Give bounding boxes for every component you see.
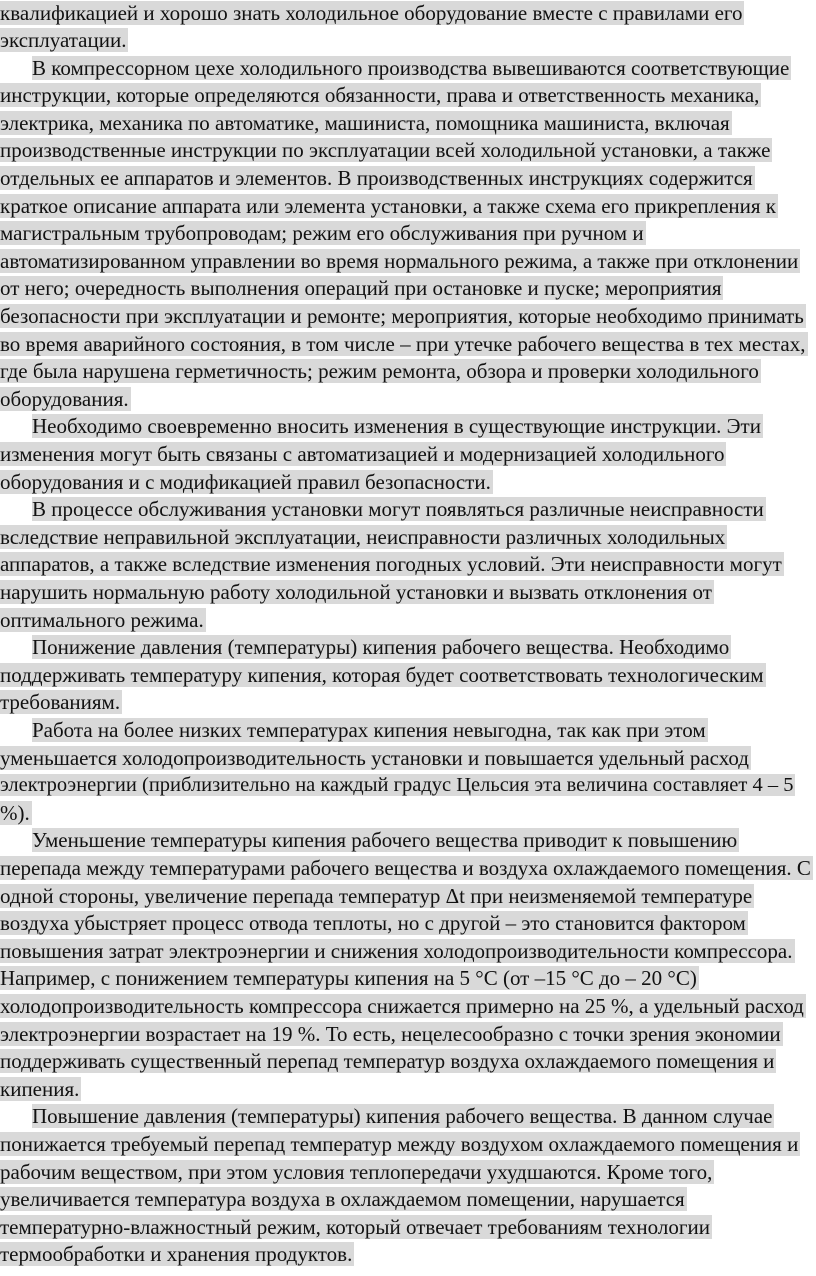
text-line: оборудования. (0, 387, 129, 411)
text-line: квалификацией и хорошо знать холодильное оборудование вместе с правилами его (0, 1, 743, 25)
text-line: температурно-влажностный режим, который отвечает требованиям технологии (0, 1215, 710, 1239)
text-line: оборудования и с модификацией правил безопасности. (0, 470, 491, 494)
text-line: электрика, механика по автоматике, машиниста, помощника машиниста, включая (0, 111, 730, 135)
text-line: понижается требуемый перепад температур между воздухом охлаждаемого помещения и (0, 1132, 799, 1156)
paragraph-first-line: В процессе обслуживания установки могут появляться различные неисправности (32, 497, 764, 521)
text-line: аппаратов, а также вследствие изменения погодных условий. Эти неисправности могут (0, 552, 782, 576)
paragraph-first-line: В компрессорном цехе холодильного производства вывешиваются соответствующие (32, 56, 790, 80)
text-line: от него; очередность выполнения операций при остановке и пуске; мероприятия (0, 276, 722, 300)
paragraph-first-line: Уменьшение температуры кипения рабочего вещества приводит к повышению (32, 828, 738, 852)
text-line: оптимального режима. (0, 608, 204, 632)
text-line: автоматизированном управлении во время нормального режима, а также при отклонении (0, 249, 799, 273)
text-line: требованиям. (0, 690, 121, 714)
text-line: поддерживать температуру кипения, которая будет соответствовать технологическим (0, 663, 764, 687)
text-line: электроэнергии возрастает на 19 %. То есть, нецелесообразно с точки зрения экономии (0, 1022, 781, 1046)
text-line: краткое описание аппарата или элемента установки, а также схема его прикрепления к (0, 194, 777, 218)
text-line: электроэнергии (приблизительно на каждый градус Цельсия эта величина составляет 4 – 5 (0, 774, 794, 796)
text-line: магистральным трубопроводам; режим его обслуживания при ручном и (0, 221, 644, 245)
text-line: инструкции, которые определяются обязанности, права и ответственность механика, (0, 83, 760, 107)
text-line: воздуха убыстряет процесс отвода теплоты, но с другой – это становится фактором (0, 911, 746, 935)
text-line: вследствие неправильной эксплуатации, неисправности различных холодильных (0, 525, 726, 549)
text-line: кипения. (0, 1077, 80, 1101)
text-line: изменения могут быть связаны с автоматизацией и модернизацией холодильного (0, 442, 725, 466)
text-line: отдельных ее аппаратов и элементов. В производственных инструкциях содержится (0, 166, 753, 190)
text-line: безопасности при эксплуатации и ремонте; мероприятия, которые необходимо принимать (0, 304, 804, 328)
text-line: производственные инструкции по эксплуатации всей холодильной установки, а также (0, 138, 771, 162)
text-line: во время аварийного состояния, в том числе – при утечке рабочего вещества в тех местах, (0, 332, 806, 356)
paragraph-first-line: Повышение давления (температуры) кипения рабочего вещества. В данном случае (32, 1104, 773, 1128)
text-line: поддерживать существенный перепад температур воздуха охлаждаемого помещения и (0, 1049, 775, 1073)
text-line: Например, с понижением температуры кипения на 5 °С (от –15 °С до – 20 °С) (0, 966, 697, 990)
text-line: рабочим веществом, при этом условия теплопередачи ухудшаются. Кроме того, (0, 1160, 713, 1184)
text-line: перепада между температурами рабочего вещества и воздуха охлаждаемого помещения. С (0, 856, 811, 880)
text-line: термообработки и хранения продуктов. (0, 1242, 353, 1266)
paragraph-first-line: Необходимо своевременно вносить изменения в существующие инструкции. Эти (32, 414, 761, 438)
paragraph-first-line: Понижение давления (температуры) кипения рабочего вещества. Необходимо (32, 635, 730, 659)
text-line: холодопроизводительность компрессора снижается примерно на 25 %, а удельный расход (0, 994, 804, 1018)
text-line: %). (0, 801, 30, 825)
paragraph-first-line: Работа на более низких температурах кипения невыгодна, так как при этом (32, 718, 706, 742)
text-line: уменьшается холодопроизводительность установки и повышается удельный расход (0, 746, 749, 770)
text-line: нарушить нормальную работу холодильной установки и вызвать отклонения от (0, 580, 712, 604)
text-line: увеличивается температура воздуха в охлаждаемом помещении, нарушается (0, 1187, 685, 1211)
text-line: эксплуатации. (0, 28, 127, 52)
text-line: повышения затрат электроэнергии и снижения холодопроизводительности компрессора. (0, 939, 793, 963)
text-line: где была нарушена герметичность; режим ремонта, обзора и проверки холодильного (0, 359, 759, 383)
text-line: одной стороны, увеличение перепада температур Δt при неизменяемой температуре (0, 884, 753, 908)
